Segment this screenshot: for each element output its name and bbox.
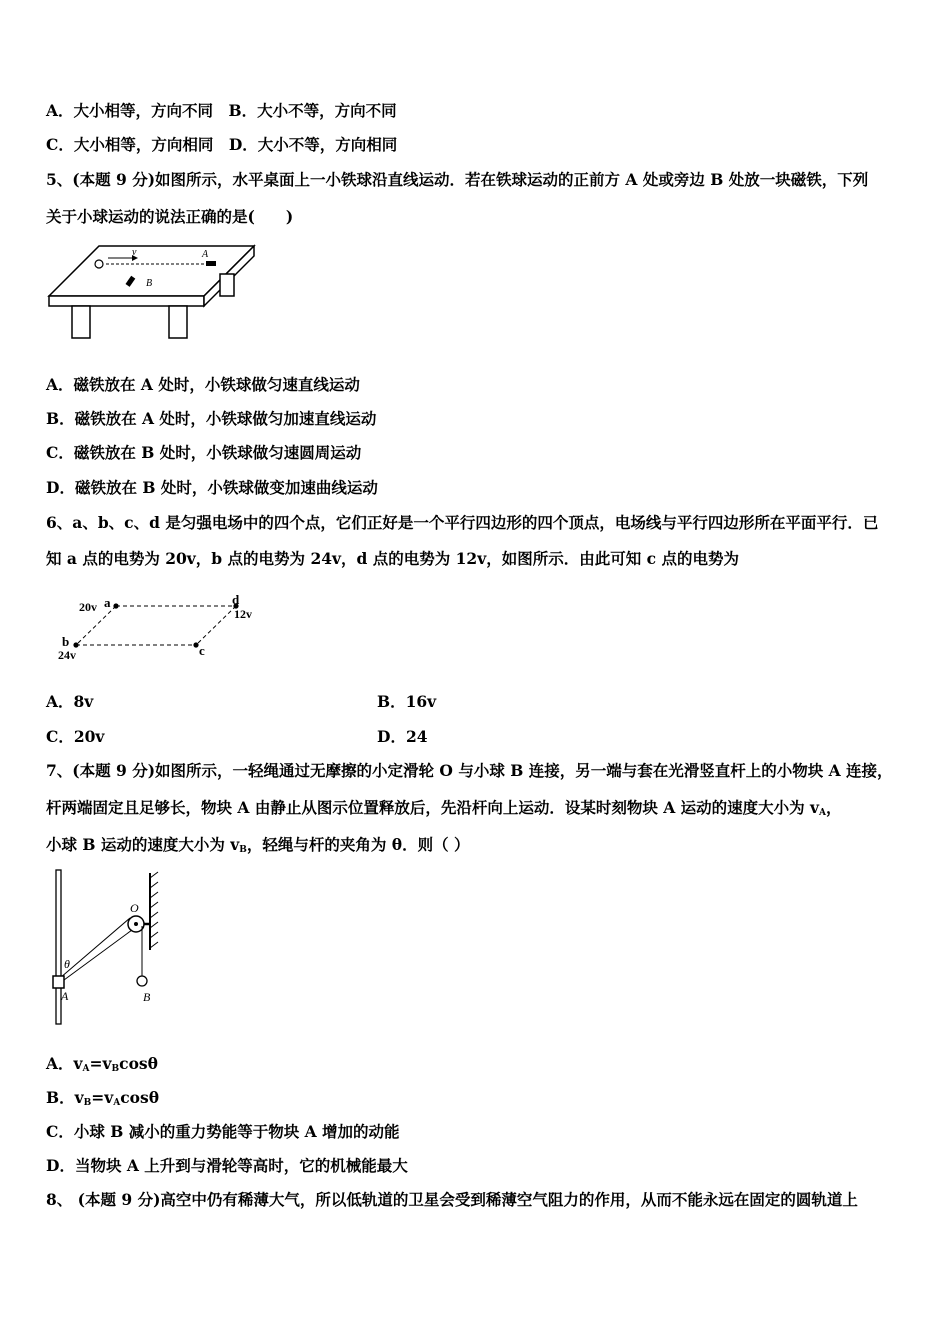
label-b: b xyxy=(62,634,70,649)
point-b xyxy=(73,642,78,647)
q6-option-d: D．24 xyxy=(377,727,428,746)
magnet-A xyxy=(206,261,216,266)
q8-stem-line1: 8、 (本题 9 分)高空中仍有稀薄大气，所以低轨道的卫星会受到稀薄空气阻力的作用，从而不能永远在固定的圆轨道上 xyxy=(46,1190,858,1209)
q7-option-c: C．小球 B 减小的重力势能等于物块 A 增加的动能 xyxy=(46,1122,400,1141)
q6-option-c: C．20v xyxy=(46,727,105,746)
q6-stem-line1: 6、a、b、c、d 是匀强电场中的四个点，它们正好是一个平行四边形的四个顶点，电场线与平行四边形所在平面平行．已 xyxy=(46,513,879,532)
q7-option-b: B．$v_B=v_A\cos\theta$ xyxy=(46,1088,160,1108)
q6-option-a: A．8v xyxy=(46,692,94,711)
label-c: c xyxy=(199,643,205,658)
q7-option-d: D．当物块 A 上升到与滑轮等高时，它的机械能最大 xyxy=(46,1156,408,1175)
q7-option-a: A．$v_A=v_B\cos\theta$ xyxy=(46,1054,158,1074)
label-a-value: 20v xyxy=(79,600,97,614)
q5-option-d: D．磁铁放在 B 处时，小铁球做变加速曲线运动 xyxy=(46,478,378,497)
block-A xyxy=(53,976,64,988)
q7-stem-line2: 杆两端固定且足够长，物块 A 由静止从图示位置释放后，先沿杆向上运动．设某时刻物块 A 运动的速度大小为 $v_A$， xyxy=(46,798,842,818)
q4-options-row1: A．大小相等，方向不同 B．大小不等，方向不同 xyxy=(46,101,397,120)
label-a: a xyxy=(104,595,111,610)
q6-option-b: B．16v xyxy=(377,692,437,711)
label-d: d xyxy=(232,592,240,607)
q5-stem-line1: 5、(本题 9 分)如图所示，水平桌面上一小铁球沿直线运动．若在铁球运动的正前方 A 处或旁边 B 处放一块磁铁，下列 xyxy=(46,170,869,189)
q5-label-v: v xyxy=(132,247,137,258)
label-b-value: 24v xyxy=(58,648,76,662)
q5-option-a: A．磁铁放在 A 处时，小铁球做匀速直线运动 xyxy=(46,375,360,394)
q6-stem-line2: 知 a 点的电势为 20v，b 点的电势为 24v，d 点的电势为 12v，如图所示．由此可知 c 点的电势为 xyxy=(46,549,739,568)
q7-pulley-figure xyxy=(46,868,166,1028)
q7-stem-line3: 小球 B 运动的速度大小为 $v_B$，轻绳与杆的夹角为 θ．则（ ） xyxy=(46,835,470,855)
q5-option-b: B．磁铁放在 A 处时，小铁球做匀加速直线运动 xyxy=(46,409,377,428)
label-d-value: 12v xyxy=(234,607,252,621)
q5-label-B: B xyxy=(146,278,153,289)
q5-option-c: C．磁铁放在 B 处时，小铁球做匀速圆周运动 xyxy=(46,443,362,462)
label-O: O xyxy=(130,901,139,915)
q5-table-figure xyxy=(44,236,264,346)
label-A: A xyxy=(61,989,69,1003)
q6-parallelogram-figure xyxy=(52,590,272,666)
point-c xyxy=(193,642,198,647)
q5-stem-line2: 关于小球运动的说法正确的是( ) xyxy=(46,207,294,226)
q4-options-row2: C．大小相等，方向相同 D．大小不等，方向相同 xyxy=(46,135,398,154)
point-a xyxy=(113,603,118,608)
q5-label-A: A xyxy=(202,249,209,260)
label-B: B xyxy=(143,990,151,1004)
label-theta: θ xyxy=(64,957,70,971)
iron-ball xyxy=(95,260,103,268)
ball-B xyxy=(137,976,147,986)
q7-stem-line1: 7、(本题 9 分)如图所示，一轻绳通过无摩擦的小定滑轮 O 与小球 B 连接，另一端与套在光滑竖直杆上的小物块 A 连接， xyxy=(46,761,893,780)
